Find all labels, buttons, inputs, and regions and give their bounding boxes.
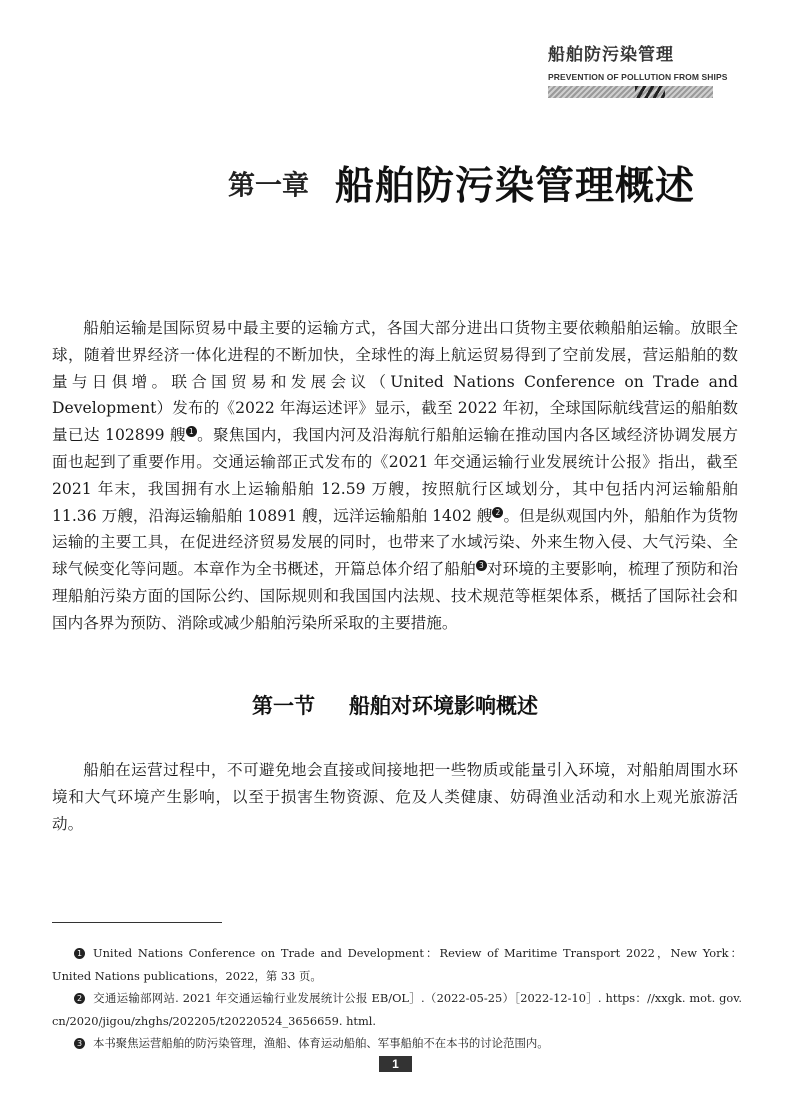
footnote-ref-2[interactable]: 2 [492, 507, 503, 518]
chapter-heading [228, 155, 768, 211]
header-stripes [635, 86, 665, 98]
intro-text-2: 。聚焦国内，我国内河及沿海航行船舶运输在推动国内各区域经济协调发展方面也起到了重要作用。交通运输部正式发布的《2021 年交通运输行业发展统计公报》指出，截至 2021 年末，我国拥有水上运输船舶 12.59 万艘，按照航行区域划分，其中包括内河运输船舶 11.36 万艘，沿海运输船舶 10891 艘，远洋运输船舶 1402 艘 [52, 426, 738, 525]
footnote-mark: 2 [74, 993, 85, 1004]
footnote-ref-3[interactable]: 3 [476, 560, 487, 571]
footnote-text: 交通运输部网站. 2021 年交通运输行业发展统计公报 EB/OL］.（2022-05-25）［2022-12-10］. https：//xxgk. mot. gov. cn/2020/jigou/zhghs/202205/t20220524_3656659. html. [52, 991, 742, 1028]
footnote-ref-1[interactable]: 1 [186, 426, 197, 437]
section-paragraph: 船舶在运营过程中，不可避免地会直接或间接地把一些物质或能量引入环境，对船舶周围水环境和大气环境产生影响，以至于损害生物资源、危及人类健康、妨碍渔业活动和水上观光旅游活动。 [52, 761, 738, 833]
footnote-3 [52, 1032, 742, 1055]
footnote-2 [52, 987, 742, 1032]
footnote-1 [52, 942, 742, 987]
header-decorative-bar [548, 86, 713, 98]
intro-text-4: 对环境的主要影响，梳理了预防和治理船舶污染方面的国际公约、国际规则和我国国内法规、技术规范等框架体系，概括了国际社会和国内各界为预防、消除或减少船舶污染所采取的主要措施。 [52, 560, 738, 632]
chapter-title: 船舶防污染管理概述 [335, 163, 696, 209]
header-title: 船舶防污染管理 [548, 45, 674, 65]
section-heading [0, 690, 790, 720]
footnote-mark: 1 [74, 948, 85, 959]
footnotes [52, 942, 742, 1055]
intro-text-1: 船舶运输是国际贸易中最主要的运输方式，各国大部分进出口货物主要依赖船舶运输。放眼全球，随着世界经济一体化进程的不断加快，全球性的海上航运贸易得到了空前发展，营运船舶的数量与日俱增。联合国贸易和发展会议（United Nations Conference on Trade and Development）发布的《2022 年海运述评》显示，截至 2022 年初，全球国际航线营运的船舶数量已达 102899 艘 [52, 319, 738, 445]
intro-text-3: 。但是纵观国内外，船舶作为货物运输的主要工具，在促进经济贸易发展的同时，也带来了水域污染、外来生物入侵、大气污染、全球气候变化等问题。本章作为全书概述，开篇总体介绍了船舶 [52, 506, 738, 579]
footnote-text: United Nations Conference on Trade and Development：Review of Maritime Transport 2022，New York：United Nations publications，2022，第 33 页。 [52, 946, 742, 983]
section-number: 第一节 [252, 694, 315, 718]
chapter-number: 第一章 [228, 170, 309, 202]
page-number: 1 [379, 1056, 412, 1072]
footnote-text: 本书聚焦运营船舶的防污染管理，渔船、体育运动船舶、军事船舶不在本书的讨论范围内。 [93, 1036, 549, 1050]
section-title: 船舶对环境影响概述 [349, 694, 538, 718]
footnote-divider [52, 922, 222, 923]
header-subtitle: PREVENTION OF POLLUTION FROM SHIPS [548, 72, 728, 82]
footnote-mark: 3 [74, 1038, 85, 1049]
intro-paragraph [52, 315, 738, 637]
running-header [548, 40, 738, 98]
